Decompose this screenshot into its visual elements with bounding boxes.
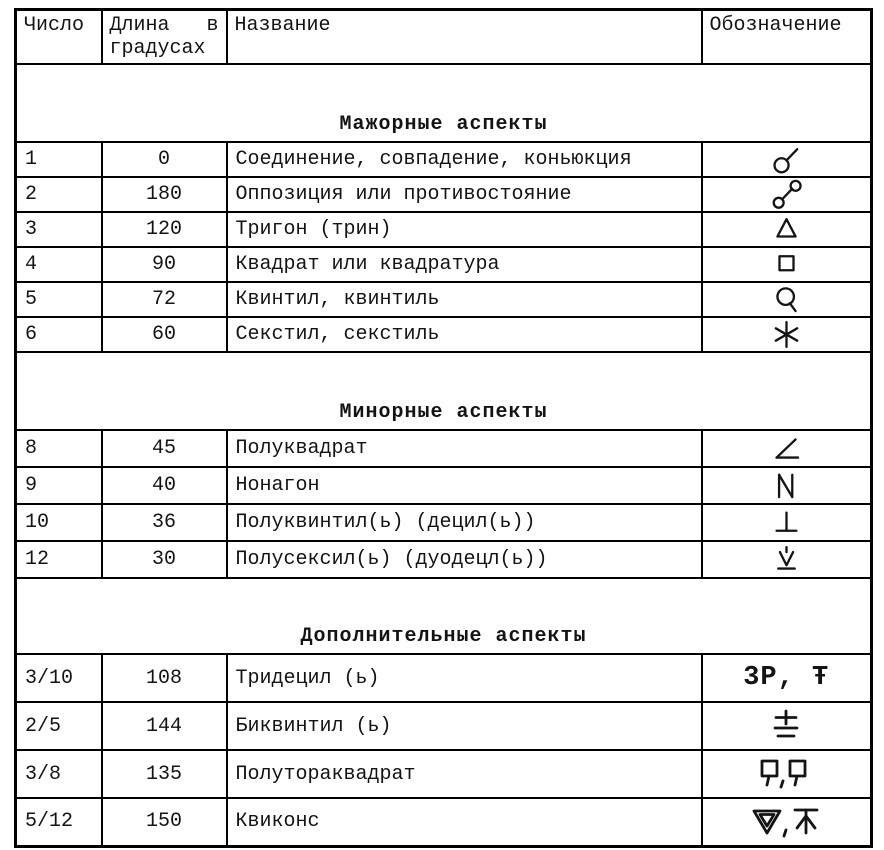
- aspect-number: 8: [16, 430, 102, 467]
- header-row: [16, 10, 872, 65]
- aspect-symbol-cell: [702, 317, 872, 352]
- aspect-degrees: 90: [102, 247, 227, 282]
- quintile-icon: [770, 283, 803, 316]
- square-icon: [770, 248, 803, 281]
- aspect-number: 3: [16, 212, 102, 247]
- aspect-row: [16, 177, 872, 212]
- aspect-name: Полуквинтил(ь) (децил(ь)): [227, 504, 702, 541]
- section-title-cell: [16, 578, 872, 654]
- aspect-name: Квиконс: [227, 798, 702, 846]
- aspect-degrees: 45: [102, 430, 227, 467]
- aspect-degrees: 120: [102, 212, 227, 247]
- aspect-row: [16, 467, 872, 504]
- aspects-table: [14, 8, 873, 848]
- aspect-degrees: 180: [102, 177, 227, 212]
- aspects-table-body: [16, 64, 872, 846]
- aspect-degrees: 150: [102, 798, 227, 846]
- aspect-name: Полутораквадрат: [227, 750, 702, 798]
- aspect-number: 5: [16, 282, 102, 317]
- aspect-symbol-cell: [702, 798, 872, 846]
- aspect-symbol-cell: [702, 282, 872, 317]
- aspect-degrees: 135: [102, 750, 227, 798]
- aspect-number: 4: [16, 247, 102, 282]
- section-title-cell: [16, 352, 872, 430]
- sesquiquadrate-icon: [756, 754, 816, 794]
- aspect-symbol-cell: [702, 177, 872, 212]
- aspect-name: Биквинтил (ь): [227, 702, 702, 750]
- aspect-symbol-cell: [702, 467, 872, 504]
- aspect-symbol-cell: [702, 750, 872, 798]
- aspect-name: Полуквадрат: [227, 430, 702, 467]
- section-title-row: [16, 578, 872, 654]
- aspect-name: Секстил, секстиль: [227, 317, 702, 352]
- col-header-degrees: Длина в градусах: [102, 10, 227, 65]
- aspect-row: [16, 142, 872, 177]
- aspect-degrees: 108: [102, 654, 227, 702]
- aspect-number: 5/12: [16, 798, 102, 846]
- aspect-symbol-cell: [702, 702, 872, 750]
- section-title-row: [16, 352, 872, 430]
- aspect-row: [16, 798, 872, 846]
- aspect-degrees: 36: [102, 504, 227, 541]
- decile-icon: [770, 506, 803, 539]
- aspect-name: Соединение, совпадение, коньюкция: [227, 142, 702, 177]
- semisquare-icon: [770, 432, 803, 465]
- aspect-row: [16, 247, 872, 282]
- col-header-name: Название: [227, 10, 702, 65]
- aspect-symbol-cell: [702, 247, 872, 282]
- biquintile-icon: [766, 706, 806, 746]
- aspect-symbol-cell: [702, 212, 872, 247]
- sextile-icon: [770, 318, 803, 351]
- aspect-number: 1: [16, 142, 102, 177]
- quincunx-icon: [749, 802, 823, 842]
- aspect-symbol-cell: [702, 504, 872, 541]
- aspect-number: 3/8: [16, 750, 102, 798]
- aspect-row: [16, 654, 872, 702]
- section-title: Дополнительные аспекты: [300, 625, 587, 648]
- aspect-number: 3/10: [16, 654, 102, 702]
- aspect-degrees: 60: [102, 317, 227, 352]
- col-header-designation: Обозначение: [702, 10, 872, 65]
- section-title: Мажорные аспекты: [339, 113, 548, 136]
- aspect-number: 6: [16, 317, 102, 352]
- aspect-name: Квинтил, квинтиль: [227, 282, 702, 317]
- trine-icon: [770, 213, 803, 246]
- tridecile-icon: 3P, Ŧ: [743, 662, 830, 693]
- aspect-name: Квадрат или квадратура: [227, 247, 702, 282]
- aspect-name: Тригон (трин): [227, 212, 702, 247]
- aspect-row: [16, 282, 872, 317]
- aspect-name: Полусексил(ь) (дуодецл(ь)): [227, 541, 702, 578]
- aspect-row: [16, 212, 872, 247]
- aspect-symbol-cell: [702, 654, 872, 702]
- aspect-row: [16, 317, 872, 352]
- aspect-name: Тридецил (ь): [227, 654, 702, 702]
- nonagon-icon: [770, 469, 803, 502]
- aspect-symbol-cell: [702, 430, 872, 467]
- aspect-degrees: 0: [102, 142, 227, 177]
- aspect-number: 9: [16, 467, 102, 504]
- aspect-degrees: 72: [102, 282, 227, 317]
- aspect-degrees: 30: [102, 541, 227, 578]
- aspect-number: 2: [16, 177, 102, 212]
- opposition-icon: [770, 178, 803, 211]
- aspect-symbol-cell: [702, 541, 872, 578]
- aspect-number: 2/5: [16, 702, 102, 750]
- semisextile-icon: [770, 543, 803, 576]
- col-header-number: Число: [16, 10, 102, 65]
- aspect-row: [16, 504, 872, 541]
- aspect-symbol-cell: [702, 142, 872, 177]
- aspect-name: Оппозиция или противостояние: [227, 177, 702, 212]
- aspect-row: [16, 430, 872, 467]
- conjunction-icon: [770, 143, 803, 176]
- aspect-degrees: 40: [102, 467, 227, 504]
- aspect-number: 10: [16, 504, 102, 541]
- section-title-row: [16, 64, 872, 142]
- aspect-row: [16, 702, 872, 750]
- aspect-number: 12: [16, 541, 102, 578]
- aspect-row: [16, 541, 872, 578]
- aspect-degrees: 144: [102, 702, 227, 750]
- section-title-cell: [16, 64, 872, 142]
- aspect-name: Нонагон: [227, 467, 702, 504]
- section-title: Минорные аспекты: [339, 401, 548, 424]
- aspect-row: [16, 750, 872, 798]
